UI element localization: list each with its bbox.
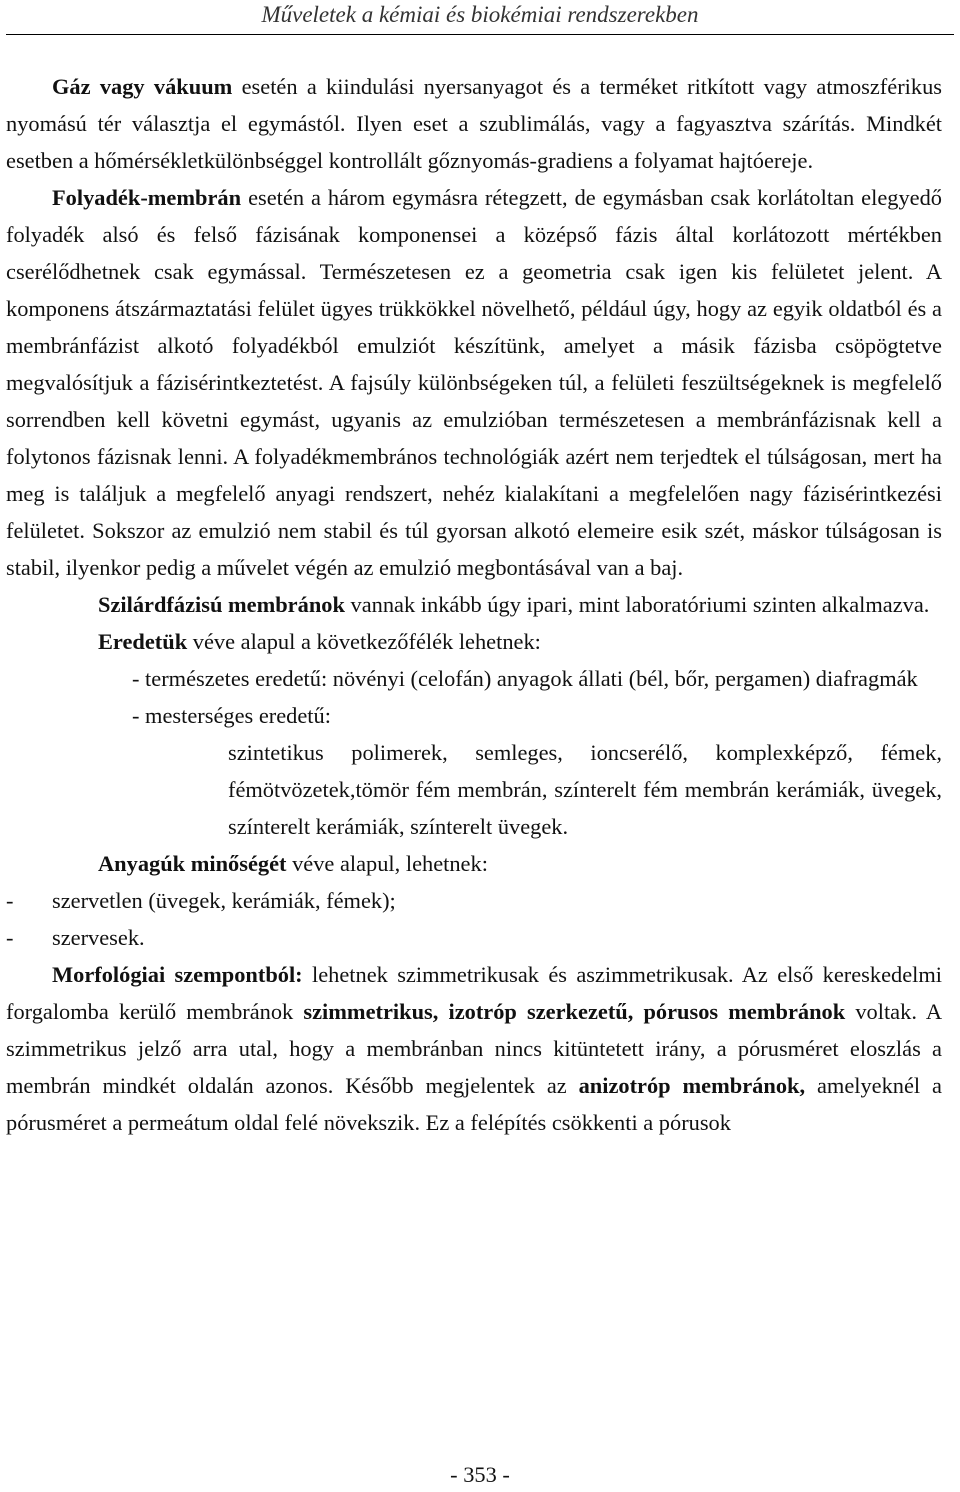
list-item-text: szervetlen (üvegek, kerámiák, fémek); [52,888,396,913]
paragraph-text: véve alapul a következőfélék lehetnek: [187,629,541,654]
list-item-text: szervesek. [52,925,145,950]
term-morphology: Morfológiai szempontból: [52,962,303,987]
paragraph-quality [6,845,942,882]
term-liquid-membrane: Folyadék-membrán [52,185,242,210]
list-item-inorganic [6,882,942,919]
paragraph-text: amelyeknél a pórusméret a permeátum oldal felé növekszik. Ez a felépítés csökkenti a pórusok [6,1073,942,1135]
term-solid-membranes: Szilárdfázisú membránok [98,592,345,617]
list-item-artificial: - mesterséges eredetű: [132,703,331,728]
paragraph-origin [6,623,942,660]
term-origin: Eredetük [98,629,188,654]
page-body [6,68,942,1141]
term-anisotropic: anizotróp membránok, [578,1073,806,1098]
term-symmetric-isotropic: szimmetrikus, izotróp szerkezetű, pórusos membránok [303,999,846,1024]
paragraph-liquid-membrane [6,179,942,586]
page-number: - 353 - [450,1462,510,1487]
paragraph-solid-membranes [6,586,942,623]
paragraph-text: véve alapul, lehetnek: [286,851,488,876]
paragraph-text: lehetnek szimmetrikusak és aszimmetrikusak. Az első kereskedelmi forgalomba kerülő membránok [6,962,943,1024]
header-rule [6,34,954,35]
paragraph-text: esetén a három egymásra rétegzett, de egymásban csak korlátoltan elegyedő folyadék alsó és felső fázisának komponensei a középső fázis által korlátozott mértékben cserélődhetnek csak egymással. Természetesen ez a geometria csak igen kis felületet jelent. A komponens átszármaztatási felület ügyes trükkökkel növelhető, például úgy, hogy az egyik oldatból és a membránfázist alkotó folyadékból emulziót készítünk, amelyet a másik fázisba csöpögtetve megvalósítjuk a fázisérintkeztetést. A fajsúly különbségeken túl, a felületi feszültségeknek is megfelelő sorrendben kell követni egymást, ugyanis az emulzióban természetesen a membránfázisnak kell a folytonos fázisnak lenni. A folyadékmembrános technológiák azért nem terjedtek el túlságosan, mert ha meg is találjuk a megfelelő anyagi rendszert, nehéz kialakítani a megfelelően nagy fázisérintkezési felületet. Sokszor az emulzió nem stabil és túl gyorsan alkotó elemeire esik szét, máskor túlságosan is stabil, ilyenkor pedig a művelet végén az emulzió megbontásával van a baj. [6,185,942,580]
paragraph-text: esetén a kiindulási nyersanyagot és a terméket ritkított vagy atmoszférikus nyomású tér választja el egymástól. Ilyen eset a szublimálás, vagy a fagyasztva szárítás. Mindkét esetben a hőmérsékletkülönbséggel kontrollált gőznyomás-gradiens a folyamat hajtóereje. [6,74,942,173]
list-dash: - [6,888,14,913]
term-gas-vacuum: Gáz vagy vákuum [52,74,233,99]
paragraph-gas-vacuum [6,68,942,179]
term-quality: Anyagúk minőségét [98,851,287,876]
list-item-artificial-detail: szintetikus polimerek, semleges, ioncserélő, komplexképző, fémek, fémötvözetek,tömör fém membrán, színterelt fém membrán kerámiák, üvegek, színterelt kerámiák, színterelt üvegek. [228,740,942,839]
paragraph-text: vannak inkább úgy ipari, mint laboratóriumi szinten alkalmazva. [344,592,930,617]
list-item-organic [6,919,942,956]
list-dash: - [6,925,14,950]
paragraph-text: voltak. A szimmetrikus jelző arra utal, hogy a membránban nincs kitüntetett irány, a pórusméret eloszlás a membrán mindkét oldalán azonos. Később megjelentek az [6,999,942,1098]
list-item-natural: - természetes eredetű: növényi (celofán) anyagok állati (bél, bőr, pergamen) diafragmák [132,666,918,691]
running-header: Műveletek a kémiai és biokémiai rendszerekben [261,2,699,27]
paragraph-morphology [6,956,942,1141]
